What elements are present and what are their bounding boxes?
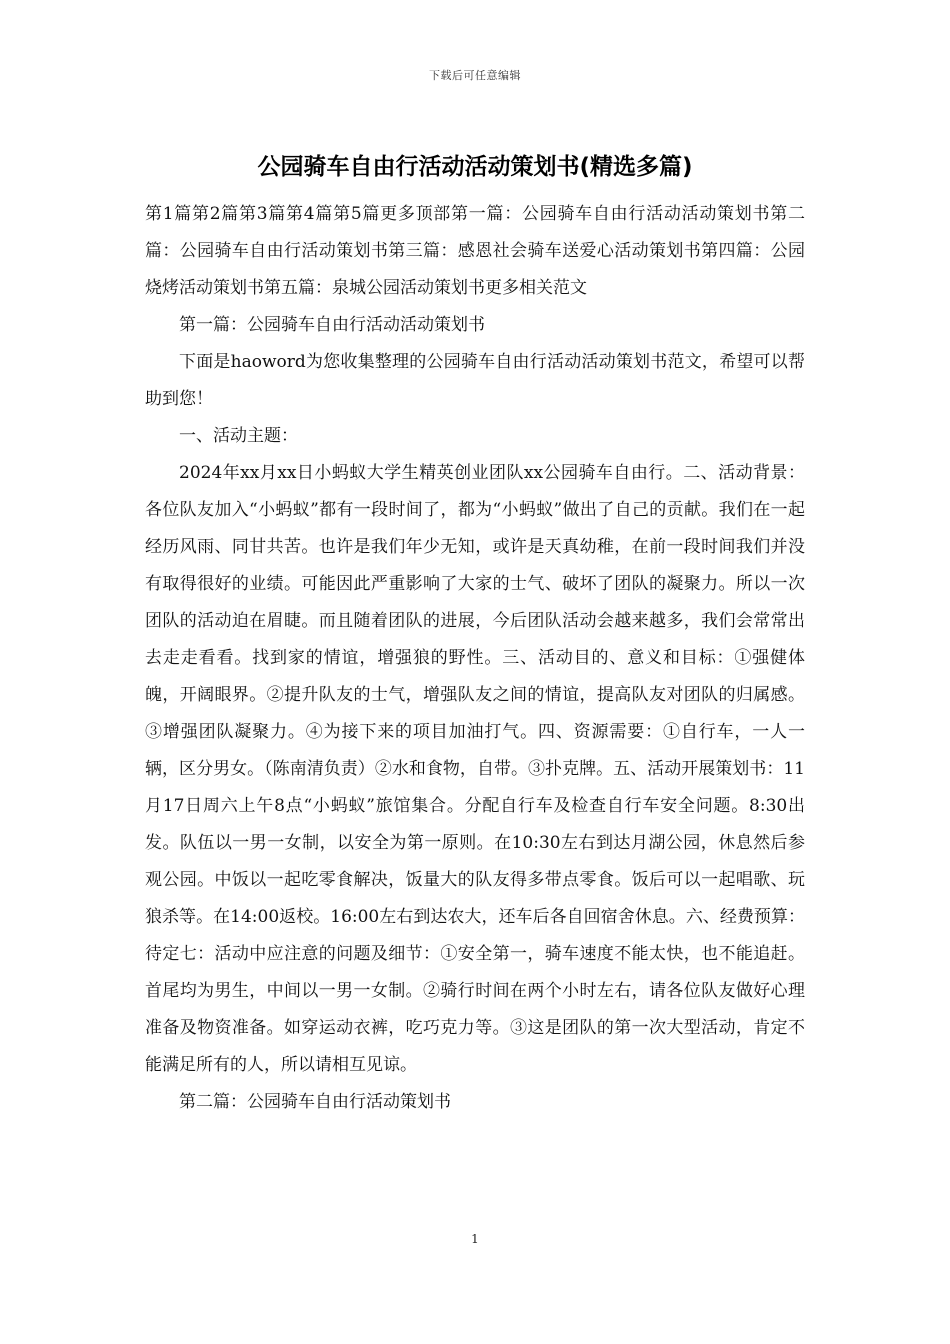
header-note: 下载后可任意编辑 [429, 69, 521, 82]
intro-paragraph: 下面是haoword为您收集整理的公园骑车自由行活动活动策划书范文，希望可以帮助到您！ [145, 352, 805, 409]
body-paragraph: 2024年xx月xx日小蚂蚁大学生精英创业团队xx公园骑车自由行。二、活动背景：各位队友加入“小蚂蚁”都有一段时间了，都为“小蚂蚁”做出了自己的贡献。我们在一起经历风雨、同甘共苦。也许是我们年少无知，或许是天真幼稚，在前一段时间我们并没有取得很好的业绩。可能因此严重影响了大家的士气、破坏了团队的凝聚力。所以一次团队的活动迫在眉睫。而且随着团队的进展，今后团队活动会越来越多，我们会常常出去走走看看。找到家的情谊，增强狼的野性。三、活动目的、意义和目标：①强健体魄，开阔眼界。②提升队友的士气，增强队友之间的情谊，提高队友对团队的归属感。③增强团队凝聚力。④为接下来的项目加油打气。四、资源需要：①自行车，一人一辆，区分男女。（陈南清负责）②水和食物，自带。③扑克牌。五、活动开展策划书：11月17日周六上午8点“小蚂蚁”旅馆集合。分配自行车及检查自行车安全问题。8:30出发。队伍以一男一女制，以安全为第一原则。在10:30左右到达月湖公园，休息然后参观公园。中饭以一起吃零食解决，饭量大的队友得多带点零食。饭后可以一起唱歌、玩狼杀等。在14:00返校。16:00左右到达农大，还车后各自回宿舍休息。六、经费预算：待定七：活动中应注意的问题及细节：①安全第一，骑车速度不能太快，也不能追赶。首尾均为男生，中间以一男一女制。②骑行时间在两个小时左右，请各位队友做好心理准备及物资准备。如穿运动衣裤，吃巧克力等。③这是团队的第一次大型活动，肯定不能满足所有的人，所以请相互见谅。 [145, 463, 805, 1075]
toc-paragraph: 第1篇第2篇第3篇第4篇第5篇更多顶部第一篇：公园骑车自由行活动活动策划书第二篇：公园骑车自由行活动策划书第三篇：感恩社会骑车送爱心活动策划书第四篇：公园烧烤活动策划书第五篇：泉城公园活动策划书更多相关范文 [145, 204, 805, 298]
section-heading-second: 第二篇：公园骑车自由行活动策划书 [179, 1092, 451, 1112]
section-heading-first: 第一篇：公园骑车自由行活动活动策划书 [179, 315, 485, 335]
document-body [145, 196, 805, 1121]
page-number: 1 [471, 1232, 479, 1246]
activity-theme-heading: 一、活动主题： [179, 426, 298, 446]
document-title: 公园骑车自由行活动活动策划书(精选多篇) [257, 154, 693, 180]
